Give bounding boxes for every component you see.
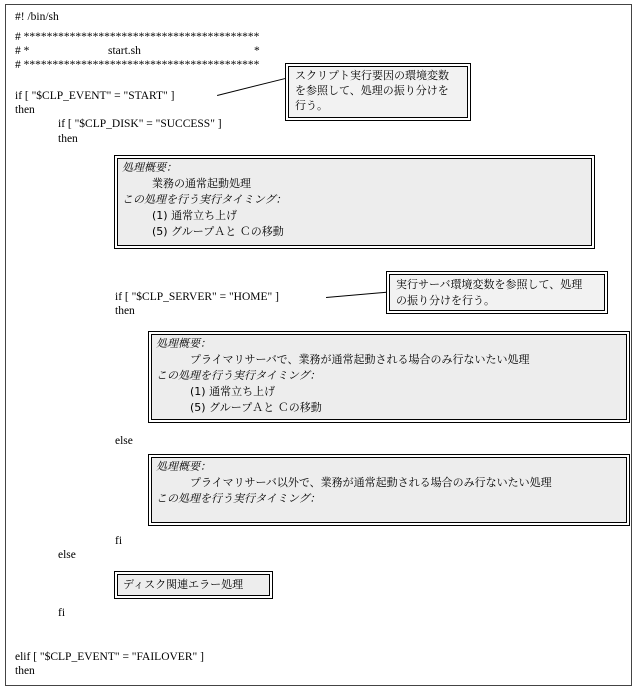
box2-heading: 処理概要：	[156, 337, 211, 350]
callout1-line2: を参照して、処理の振り分けを	[295, 84, 449, 97]
header-rule-top: # *****************************************	[15, 31, 260, 43]
box1-description: 業務の通常起動処理	[152, 177, 251, 190]
callout1-line1: スクリプト実行要因の環境変数	[295, 69, 449, 82]
callout2-line2: の振り分けを行う。	[396, 294, 495, 307]
box4-text: ディスク関連エラー処理	[123, 578, 244, 591]
disk-error-box	[114, 571, 273, 599]
box1-item-2: (5) グループＡと Ｃの移動	[152, 225, 284, 238]
fi-inner-line: fi	[115, 535, 123, 547]
then-line-1: then	[15, 104, 35, 116]
header-rule-bottom: # *****************************************	[15, 59, 260, 71]
then-line-4: then	[15, 665, 35, 677]
callout-event-note	[285, 63, 471, 121]
box3-heading: 処理概要：	[156, 460, 211, 473]
box3-timing: この処理を行う実行タイミング：	[156, 492, 321, 505]
elif-event-line: elif [ "$CLP_EVENT" = "FAILOVER" ]	[15, 651, 204, 663]
fi-outer-line: fi	[58, 607, 66, 619]
box1-item-1: (1) 通常立ち上げ	[152, 209, 238, 222]
box1-heading: 処理概要：	[122, 161, 177, 174]
shebang-line: #! /bin/sh	[15, 11, 59, 23]
callout1-line3: 行う。	[295, 99, 328, 112]
home-server-box	[148, 331, 630, 423]
other-server-box	[148, 454, 630, 526]
box2-timing: この処理を行う実行タイミング：	[156, 369, 321, 382]
box2-description: プライマリサーバで、業務が通常起動される場合のみ行ないたい処理	[190, 353, 530, 366]
if-disk-line: if [ "$CLP_DISK" = "SUCCESS" ]	[58, 118, 222, 130]
start-success-box	[114, 155, 595, 249]
then-line-3: then	[115, 305, 135, 317]
else-inner-line: else	[115, 435, 133, 447]
box2-item-1: (1) 通常立ち上げ	[190, 385, 276, 398]
if-event-line: if [ "$CLP_EVENT" = "START" ]	[15, 90, 175, 102]
callout2-line1: 実行サーバ環境変数を参照して、処理	[396, 278, 583, 291]
box1-timing: この処理を行う実行タイミング：	[122, 193, 287, 206]
script-name: start.sh	[108, 45, 141, 57]
header-left-marker: # *	[15, 45, 30, 57]
header-right-marker: *	[254, 45, 260, 57]
callout-server-note	[386, 271, 608, 314]
box3-description: プライマリサーバ以外で、業務が通常起動される場合のみ行ないたい処理	[190, 476, 552, 489]
else-outer-line: else	[58, 549, 76, 561]
then-line-2: then	[58, 133, 78, 145]
if-server-line: if [ "$CLP_SERVER" = "HOME" ]	[115, 291, 279, 303]
box2-item-2: (5) グループＡと Ｃの移動	[190, 401, 322, 414]
